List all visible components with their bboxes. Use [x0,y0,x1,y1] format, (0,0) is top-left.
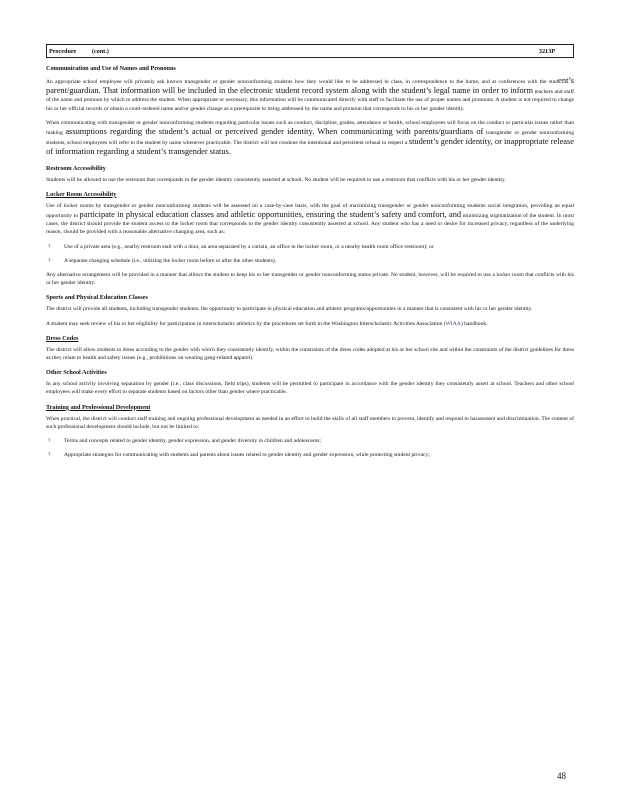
procedure-label: Procedure [49,47,77,55]
heading-other-activities: Other School Activities [46,369,107,377]
bullet-item: ? A separate changing schedule (i.e., utilizing the locker room before or after the other students). [48,257,277,264]
procedure-header [46,44,574,58]
bullet-item: ? Appropriate strategies for communicating with students and parents about issues related to gender identity and gender expression, while protecting student privacy; [48,452,430,459]
procedure-code: 3213P [538,47,555,55]
paragraph-communication-1: An appropriate school employee will privately ask known transgender or gender nonconforming students how they would like to be addressed in class, in correspondence to the home, and at conferences with the student’s parent/guardian. That information will be included in the electronic student record system along with the student’s legal name in order to inform teachers and staff of the name and pronoun by which to address the student. When appropriate or necessary, this information will be communicated directly with staff to facilitate the use of proper names and pronouns. A student is not required to change his or her official records or obtain a court-ordered name and/or gender change as a prerequisite to being addressed by the name and pronoun that corresponds to his or her gender identity. [46,76,574,112]
heading-locker-room: Locker Room Accessibility [46,190,117,198]
heading-dress-codes: Dress Codes [46,334,79,342]
page-number: 48 [557,771,566,781]
paragraph-dress: The district will allow students to dress according to the gender with which they consistently identify, within the constraints of the dress codes adopted at his or her school site and within the constraints of the district guidelines for dress as they relate to health and safety issues (e.g., prohibitions on wearing gang-related apparel). [46,346,574,362]
paragraph-sports-2: A student may seek review of his or her eligibility for participation in interscholastic athletics by the procedures set forth in the Washington Interscholastic Activities Association (WIAA) handbook. [46,320,488,327]
paragraph-restroom: Students will be allowed to use the restroom that corresponds to the gender identity consistently asserted at school. No student will be required to use a restroom that conflicts with his or her gender identity. [46,176,506,183]
document-page [46,44,574,465]
bullet-item: ? Use of a private area (e.g., nearby restroom stall with a door, an area separated by a curtain, an office in the locker room, or a nearby health room office restroom); or [48,243,434,250]
wiaa-link[interactable]: WIAA [445,320,461,327]
heading-restroom: Restroom Accessibility [46,164,106,172]
bullet-item: ? Terms and concepts related to gender identity, gender expression, and gender diversity in children and adolescents; [48,438,321,445]
paragraph-other: In any school activity involving separation by gender (i.e., class discussions, field trips), students will be permitted to participate in accordance with the gender identity they consistently assert at school. Teachers and other school employees will make every effort to separate students based on factors other than gender where practicable. [46,381,574,396]
paragraph-locker-1: Use of locker rooms by transgender or gender nonconforming students will be assessed on a case-by-case basis, with the goal of maximizing transgender or gender nonconforming students social integration, providing an equal opportunity to participate in physical education classes and athletic opportunities, ensuring the student’s safety and comfort, and minimizing stigmatization of the student. In most cases, the district should provide the student access to the locker room that corresponds to the gender identity consistently asserted at school. Any student who has a need or desire for increased privacy, regardless of the underlying reason, should be provided with a reasonable alternative changing area, such as: [46,202,574,236]
bullet-icon: ? [48,243,51,250]
bullet-icon: ? [48,438,51,445]
paragraph-locker-2: Any alternative arrangement will be provided in a manner that allows the student to keep his or her transgender or gender nonconforming status private. No student, however, will be required to use a locker room that conflicts with his or her gender identity. [46,272,574,287]
heading-sports: Sports and Physical Education Classes [46,294,148,302]
heading-communication: Communication and Use of Names and Pronouns [46,65,176,72]
paragraph-training: When practical, the district will conduct staff training and ongoing professional development as needed in an effort to build the skills of all staff members to prevent, identify and respond to harassment and discrimination. The content of such professional development should include, but not be limited to: [46,415,574,430]
paragraph-communication-2: When communicating with transgender or gender nonconforming students regarding particular issues such as conduct, discipline, grades, attendance or health, school employees will focus on the conduct or particular issues rather than making assumptions regarding the student’s actual or perceived gender identity. When communicating with parents/guardians of transgender or gender nonconforming students, school employees will refer to the student by name whenever practicable. The district will not condone the intentional and persistent refusal to respect a student’s gender identity, or inappropriate release of information regarding a student’s transgender status. [46,119,575,157]
paragraph-sports-1: The district will provide all students, including transgender students, the opportunity to participate in physical education and athletic programs/opportunities in a manner that is consistent with his or her gender identity. [46,306,533,313]
procedure-cont: (cont.) [91,47,109,55]
bullet-icon: ? [48,257,51,264]
heading-training: Training and Professional Development [46,403,151,411]
bullet-icon: ? [48,452,51,459]
